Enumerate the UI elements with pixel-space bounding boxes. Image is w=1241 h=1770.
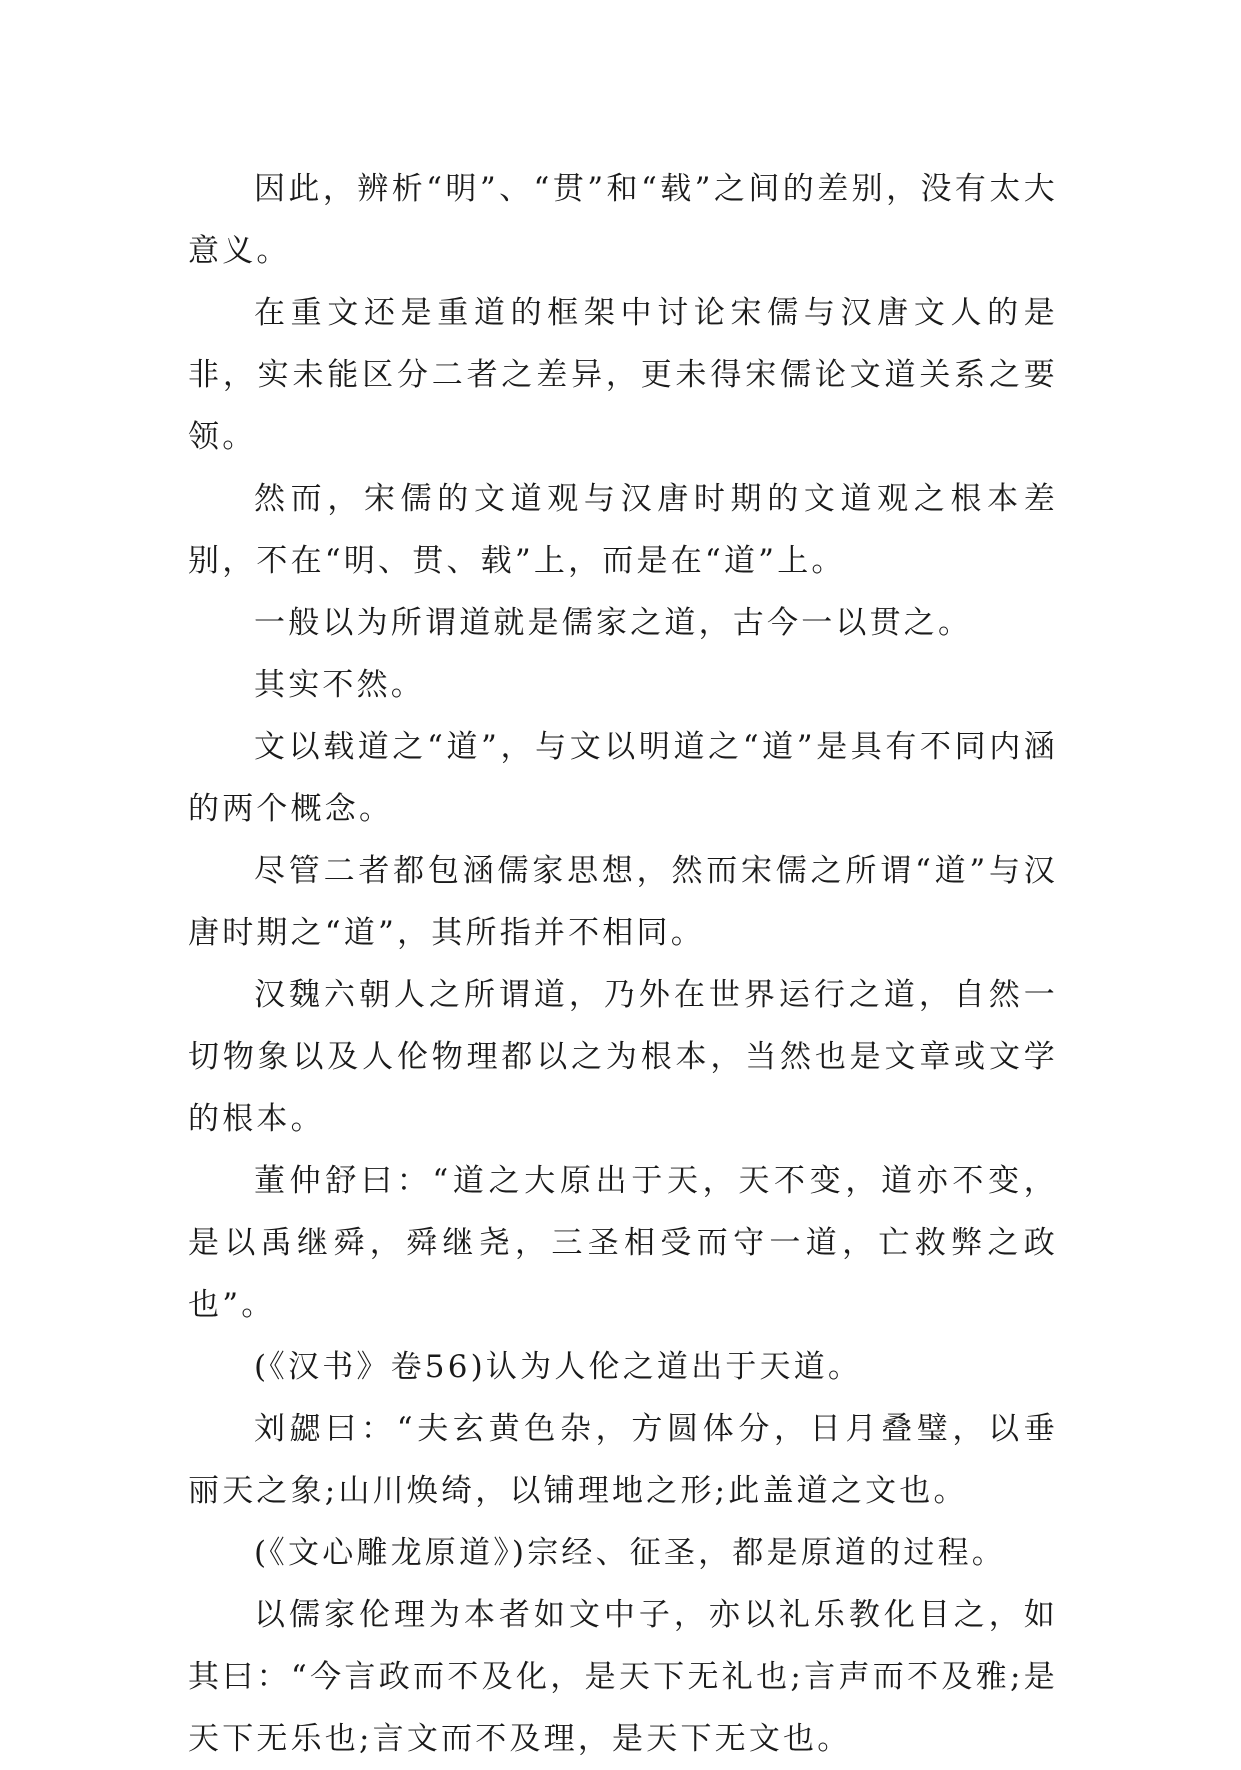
paragraph: 在重文还是重道的框架中讨论宋儒与汉唐文人的是非，实未能区分二者之差异，更未得宋儒论文道关系之要领。 bbox=[188, 295, 1058, 455]
paragraph: 汉魏六朝人之所谓道，乃外在世界运行之道，自然一切物象以及人伦物理都以之为根本，当然也是文章或文学的根本。 bbox=[188, 977, 1058, 1137]
paragraph: 刘勰曰：“夫玄黄色杂，方圆体分，日月叠璧，以垂丽天之象;山川焕绮，以铺理地之形;此盖道之文也。 bbox=[188, 1411, 1058, 1509]
document-page bbox=[188, 158, 1058, 1770]
paragraph: 其实不然。 bbox=[254, 667, 425, 703]
paragraph: 董仲舒曰：“道之大原出于天，天不变，道亦不变，是以禹继舜，舜继尧，三圣相受而守一道，亡救弊之政也”。 bbox=[188, 1163, 1058, 1323]
paragraph: 文以载道之“道”，与文以明道之“道”是具有不同内涵的两个概念。 bbox=[188, 729, 1058, 827]
paragraph: 一般以为所谓道就是儒家之道，古今一以贯之。 bbox=[254, 605, 973, 641]
paragraph: (《汉书》卷56)认为人伦之道出于天道。 bbox=[254, 1349, 863, 1385]
paragraph: 尽管二者都包涵儒家思想，然而宋儒之所谓“道”与汉唐时期之“道”，其所指并不相同。 bbox=[188, 853, 1058, 951]
paragraph: 因此，辨析“明”、“贯”和“载”之间的差别，没有太大意义。 bbox=[188, 171, 1058, 269]
paragraph: 以儒家伦理为本者如文中子，亦以礼乐教化目之，如其曰：“今言政而不及化，是天下无礼也;言声而不及雅;是天下无乐也;言文而不及理，是天下无文也。 bbox=[188, 1597, 1058, 1757]
paragraph: 然而，宋儒的文道观与汉唐时期的文道观之根本差别，不在“明、贯、载”上，而是在“道”上。 bbox=[188, 481, 1058, 579]
paragraph: (《文心雕龙原道》)宗经、征圣，都是原道的过程。 bbox=[254, 1535, 1006, 1571]
